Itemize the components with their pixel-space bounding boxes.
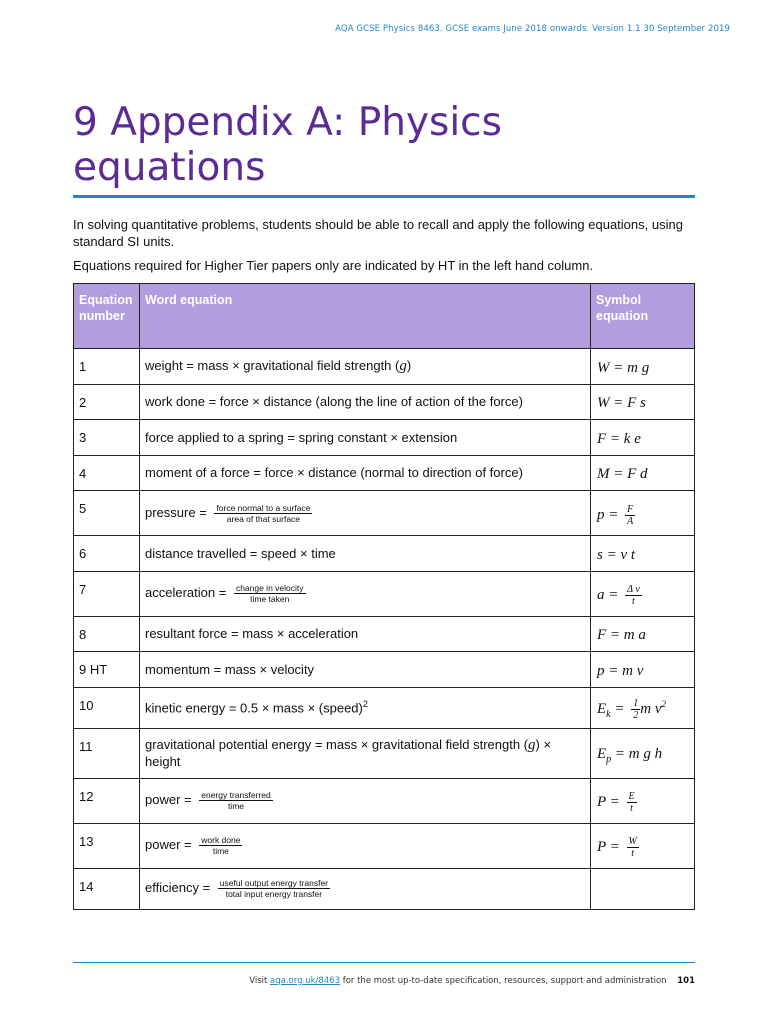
equation-number: 4 — [74, 455, 140, 491]
footer — [249, 976, 695, 986]
fraction-numerator: work done — [201, 835, 241, 845]
word-text: power = — [145, 836, 192, 852]
word-equation — [140, 491, 591, 536]
symbol-numerator: W — [628, 836, 637, 847]
symbol-equation — [591, 687, 695, 728]
symbol-denominator: t — [632, 596, 635, 607]
symbol-subscript: p — [606, 753, 612, 765]
footer-pre: Visit — [249, 976, 268, 986]
equation-number: 3 — [74, 420, 140, 456]
word-fraction — [218, 878, 330, 899]
table-row — [74, 687, 695, 728]
symbol-denominator: t — [631, 848, 635, 859]
word-fraction — [234, 583, 306, 604]
equation-number: 11 — [74, 728, 140, 778]
symbol-fraction — [627, 836, 639, 859]
symbol-equation — [591, 728, 695, 778]
table-row — [74, 455, 695, 491]
symbol-fraction — [627, 791, 637, 814]
intro-paragraph-1: In solving quantitative problems, students should be able to recall and apply the following equations, using standard SI units. — [73, 217, 683, 249]
table-header-row — [74, 284, 695, 349]
footer-post: for the most up-to-date specification, resources, support and administration — [342, 976, 667, 986]
symbol-lhs: E — [597, 745, 607, 762]
word-symbol: g — [399, 357, 407, 374]
symbol-rest: = m g h — [611, 745, 663, 762]
equation-number: 12 — [74, 778, 140, 823]
fraction-denominator: total input energy transfer — [225, 889, 323, 899]
word-equation: work done = force × distance (along the line of action of the force) — [140, 384, 591, 420]
equation-number: 6 — [74, 536, 140, 572]
table-row — [74, 778, 695, 823]
symbol-numerator: E — [628, 791, 635, 802]
symbol-equation: F = k e — [591, 420, 695, 456]
word-symbol: g — [528, 737, 536, 753]
equation-number: 2 — [74, 384, 140, 420]
symbol-lhs: P = — [597, 793, 620, 810]
table-row — [74, 868, 695, 909]
fraction-numerator: force normal to a surface — [216, 502, 311, 513]
word-equation — [140, 349, 591, 385]
word-text: efficiency = — [145, 879, 211, 895]
equation-number: 9 HT — [74, 652, 140, 688]
symbol-subscript: k — [606, 708, 611, 720]
page-number: 101 — [677, 976, 695, 986]
word-equation: momentum = mass × velocity — [140, 652, 591, 688]
symbol-numerator: Δ v — [627, 584, 640, 595]
fraction-numerator: energy transferred — [201, 790, 271, 800]
symbol-equation — [591, 571, 695, 616]
symbol-lhs: a = — [597, 586, 619, 603]
table-row — [74, 616, 695, 652]
symbol-equation: F = m a — [591, 616, 695, 652]
table-row — [74, 823, 695, 868]
word-fraction — [199, 790, 272, 811]
equations-table — [73, 283, 695, 910]
table-row — [74, 349, 695, 385]
word-text: acceleration = — [145, 584, 227, 600]
symbol-lhs: P = — [597, 838, 620, 855]
spec-link[interactable]: aqa.org.uk/8463 — [270, 976, 340, 986]
fraction-numerator: useful output energy transfer — [219, 878, 329, 888]
table-row — [74, 728, 695, 778]
table-row — [74, 536, 695, 572]
table-row — [74, 491, 695, 536]
word-equation — [140, 778, 591, 823]
table-row — [74, 571, 695, 616]
word-fraction — [214, 503, 312, 524]
symbol-equation: p = m v — [591, 652, 695, 688]
symbol-lhs: p = — [597, 506, 619, 523]
word-equation: force applied to a spring = spring constant × extension — [140, 420, 591, 456]
word-superscript: 2 — [362, 699, 368, 710]
fraction-denominator: time — [227, 801, 244, 811]
word-text: power = — [145, 791, 192, 807]
symbol-equation: M = F d — [591, 455, 695, 491]
fraction-denominator: area of that surface — [226, 513, 301, 524]
word-text: pressure = — [145, 504, 207, 520]
symbol-equation — [591, 491, 695, 536]
symbol-numerator: F — [627, 503, 634, 515]
intro-paragraph-2: Equations required for Higher Tier papers only are indicated by HT in the left hand column. — [73, 258, 594, 273]
equation-number: 5 — [74, 491, 140, 536]
intro-text — [73, 217, 695, 275]
word-text-end: ) × height — [145, 737, 552, 769]
page-title: 9 Appendix A: Physics equations — [73, 100, 502, 190]
word-text-end: ) — [406, 357, 412, 373]
equation-number: 14 — [74, 868, 140, 909]
word-fraction — [199, 835, 242, 856]
fraction-denominator: time — [212, 846, 229, 856]
symbol-fraction — [631, 698, 640, 721]
word-equation — [140, 728, 591, 778]
fraction-numerator: change in velocity — [235, 583, 304, 593]
word-equation: moment of a force = force × distance (normal to direction of force) — [140, 455, 591, 491]
table-row — [74, 384, 695, 420]
title-divider — [73, 195, 695, 198]
symbol-equation: W = m g — [591, 349, 695, 385]
equation-number: 1 — [74, 349, 140, 385]
symbol-superscript: 2 — [661, 698, 666, 709]
equation-number: 13 — [74, 823, 140, 868]
table-row — [74, 420, 695, 456]
equation-number: 7 — [74, 571, 140, 616]
symbol-equals: = — [610, 700, 629, 717]
header-text: AQA GCSE Physics 8463. GCSE exams June 2018 onwards. Version 1.1 30 September 2019 — [335, 24, 730, 34]
symbol-denominator: t — [630, 803, 633, 814]
symbol-equation: s = v t — [591, 536, 695, 572]
header-word-equation: Word equation — [140, 284, 591, 349]
symbol-equation — [591, 868, 695, 909]
footer-divider — [73, 962, 695, 963]
fraction-denominator: time taken — [250, 594, 290, 604]
symbol-fraction — [625, 584, 642, 607]
word-text: kinetic energy = 0.5 × mass × (speed) — [145, 700, 363, 716]
symbol-equation: W = F s — [591, 384, 695, 420]
symbol-numerator: 1 — [633, 698, 639, 709]
symbol-equation — [591, 778, 695, 823]
word-text: gravitational potential energy = mass × gravitational field strength ( — [145, 737, 528, 752]
symbol-fraction — [625, 504, 635, 527]
word-equation: distance travelled = speed × time — [140, 536, 591, 572]
symbol-equation — [591, 823, 695, 868]
word-text: weight = mass × gravitational field strength ( — [145, 357, 400, 373]
word-equation — [140, 687, 591, 728]
equation-number: 8 — [74, 616, 140, 652]
header-symbol-equation: Symbol equation — [591, 284, 695, 349]
symbol-denominator: 2 — [633, 710, 639, 721]
word-equation: resultant force = mass × acceleration — [140, 616, 591, 652]
equation-number: 10 — [74, 687, 140, 728]
word-equation — [140, 571, 591, 616]
header-equation-number: Equation number — [74, 284, 140, 349]
symbol-lhs: E — [597, 700, 607, 717]
word-equation — [140, 868, 591, 909]
word-equation — [140, 823, 591, 868]
table-row — [74, 652, 695, 688]
symbol-denominator: A — [627, 515, 634, 527]
symbol-rest: m v — [640, 700, 662, 717]
